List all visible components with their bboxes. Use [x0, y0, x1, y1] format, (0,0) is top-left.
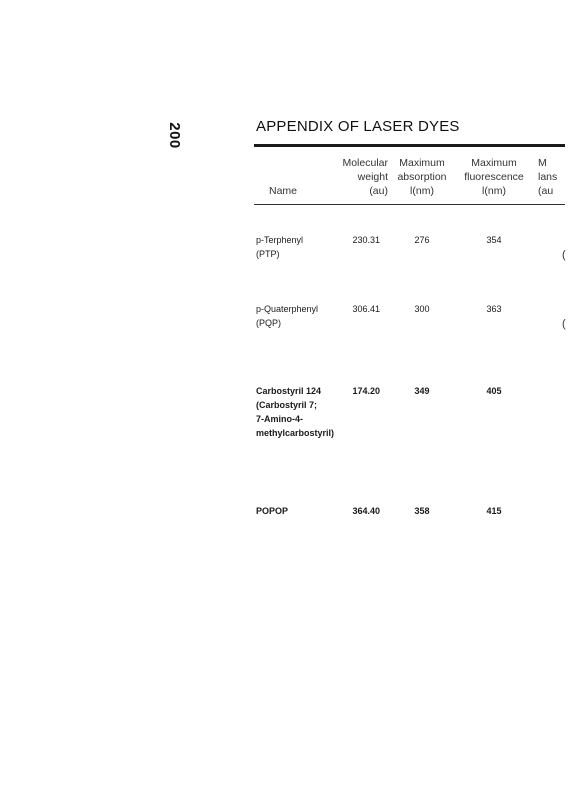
header-max-absorption: [394, 156, 450, 198]
row-max-fluorescence: 405: [486, 386, 502, 396]
row-max-absorption: 300: [414, 304, 430, 314]
row-max-absorption: 358: [414, 506, 430, 516]
row-name: [256, 384, 334, 440]
row-name: [256, 504, 288, 518]
row-name-line: p-Quaterphenyl: [256, 304, 319, 314]
row-name-line: (PQP): [256, 318, 282, 328]
row-cut-fragment: (: [562, 318, 566, 330]
row-name: [256, 233, 303, 261]
header-cut-line: lans: [538, 171, 558, 183]
header-flu-line: fluorescence: [464, 171, 524, 183]
row-max-fluorescence: 363: [486, 304, 502, 314]
row-max-absorption: 349: [414, 386, 430, 396]
row-name: [256, 302, 318, 330]
header-name: [269, 184, 297, 198]
row-max-fluorescence: 354: [486, 235, 502, 245]
page-number-text: 200: [165, 121, 183, 149]
header-bottom-rule: [254, 204, 565, 205]
row-molecular-weight: 364.40: [352, 506, 380, 516]
row-name-line: Carbostyril 124: [256, 386, 322, 396]
page-title: APPENDIX OF LASER DYES: [256, 118, 460, 135]
header-mw-line: Molecular: [342, 157, 388, 169]
header-cut-line: (au: [538, 185, 554, 197]
header-mw-line: (au): [369, 185, 388, 197]
row-molecular-weight: 230.31: [352, 235, 380, 245]
row-name-line: p-Terphenyl: [256, 235, 304, 245]
row-name-line: methylcarbostyril): [256, 428, 335, 438]
header-max-fluorescence: [463, 156, 525, 198]
row-cut-fragment: (: [562, 249, 566, 261]
row-name-line: (PTP): [256, 249, 280, 259]
header-abs-line: l(nm): [410, 185, 434, 197]
header-molecular-weight: [332, 156, 388, 198]
table-top-rule: [254, 144, 565, 147]
header-flu-line: Maximum: [471, 157, 517, 169]
header-flu-line: l(nm): [482, 185, 506, 197]
page-number: [162, 116, 186, 154]
row-name-line: (Carbostyril 7;: [256, 400, 318, 410]
header-cut-column: [538, 156, 578, 198]
row-name-line: POPOP: [256, 506, 289, 516]
header-mw-line: weight: [357, 171, 388, 183]
header-abs-line: Maximum: [399, 157, 445, 169]
row-molecular-weight: 174.20: [352, 386, 380, 396]
header-abs-line: absorption: [397, 171, 447, 183]
row-max-absorption: 276: [414, 235, 430, 245]
row-molecular-weight: 306.41: [352, 304, 380, 314]
header-name-line: Name: [269, 185, 298, 197]
row-max-fluorescence: 415: [486, 506, 502, 516]
header-cut-line: M: [538, 157, 547, 169]
row-name-line: 7-Amino-4-: [256, 414, 303, 424]
